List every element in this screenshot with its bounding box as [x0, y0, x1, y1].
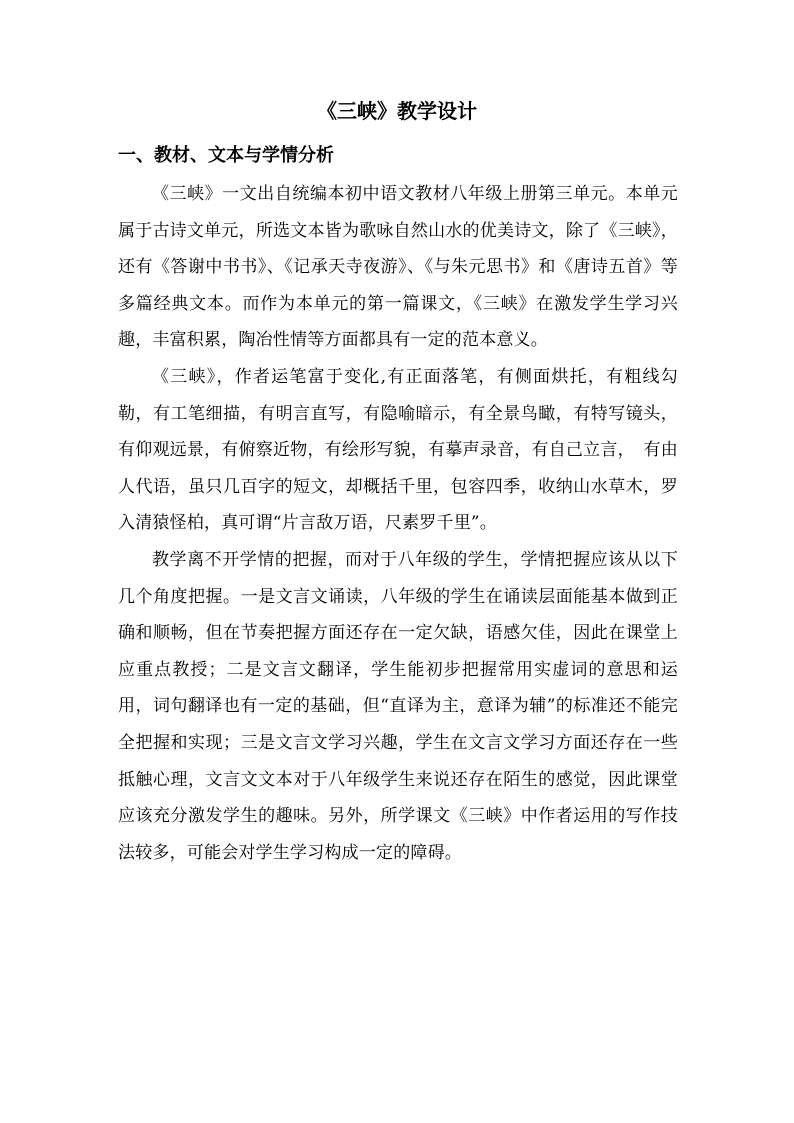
paragraph-student-analysis: 教学离不开学情的把握，而对于八年级的学生，学情把握应该从以下几个角度把握。一是文言文诵读，八年级的学生在诵读层面能基本做到正确和顺畅，但在节奏把握方面还存在一定欠缺，语感欠佳，因此在课堂上应重点教授；二是文言文翻译，学生能初步把握常用实虚词的意思和运用，词句翻译也有一定的基础，但“直译为主，意译为辅”的标准还不能完全把握和实现；三是文言文学习兴趣，学生在文言文学习方面还存在一些抵触心理，文言文文本对于八年级学生来说还存在陌生的感觉，因此课堂应该充分激发学生的趣味。另外，所学课文《三峡》中作者运用的写作技法较多，可能会对学生学习构成一定的障碍。 [118, 549, 678, 863]
document-body [118, 176, 678, 871]
section-heading: 一、教材、文本与学情分析 [118, 145, 334, 166]
paragraph-textbook-analysis: 《三峡》一文出自统编本初中语文教材八年级上册第三单元。本单元属于古诗文单元，所选文本皆为歌咏自然山水的优美诗文，除了《三峡》，还有《答谢中书书》、《记承天寺夜游》、《与朱元思书》和《唐诗五首》等多篇经典文本。而作为本单元的第一篇课文，《三峡》在激发学生学习兴趣，丰富积累，陶冶性情等方面都具有一定的范本意义。 [118, 184, 678, 351]
document-title: 《三峡》教学设计 [317, 99, 477, 123]
paragraph-text-analysis: 《三峡》，作者运笔富于变化,有正面落笔，有侧面烘托，有粗线勾勒，有工笔细描，有明言直写，有隐喻暗示，有全景鸟瞰，有特写镜头，有仰观远景，有俯察近物，有绘形写貌，有摹声录音，有自己立言， 有由人代语，虽只几百字的短文，却概括千里，包容四季，收纳山水草木，罗入清猿怪柏，真可谓“片言敌万语，尺素罗千里”。 [118, 366, 678, 534]
